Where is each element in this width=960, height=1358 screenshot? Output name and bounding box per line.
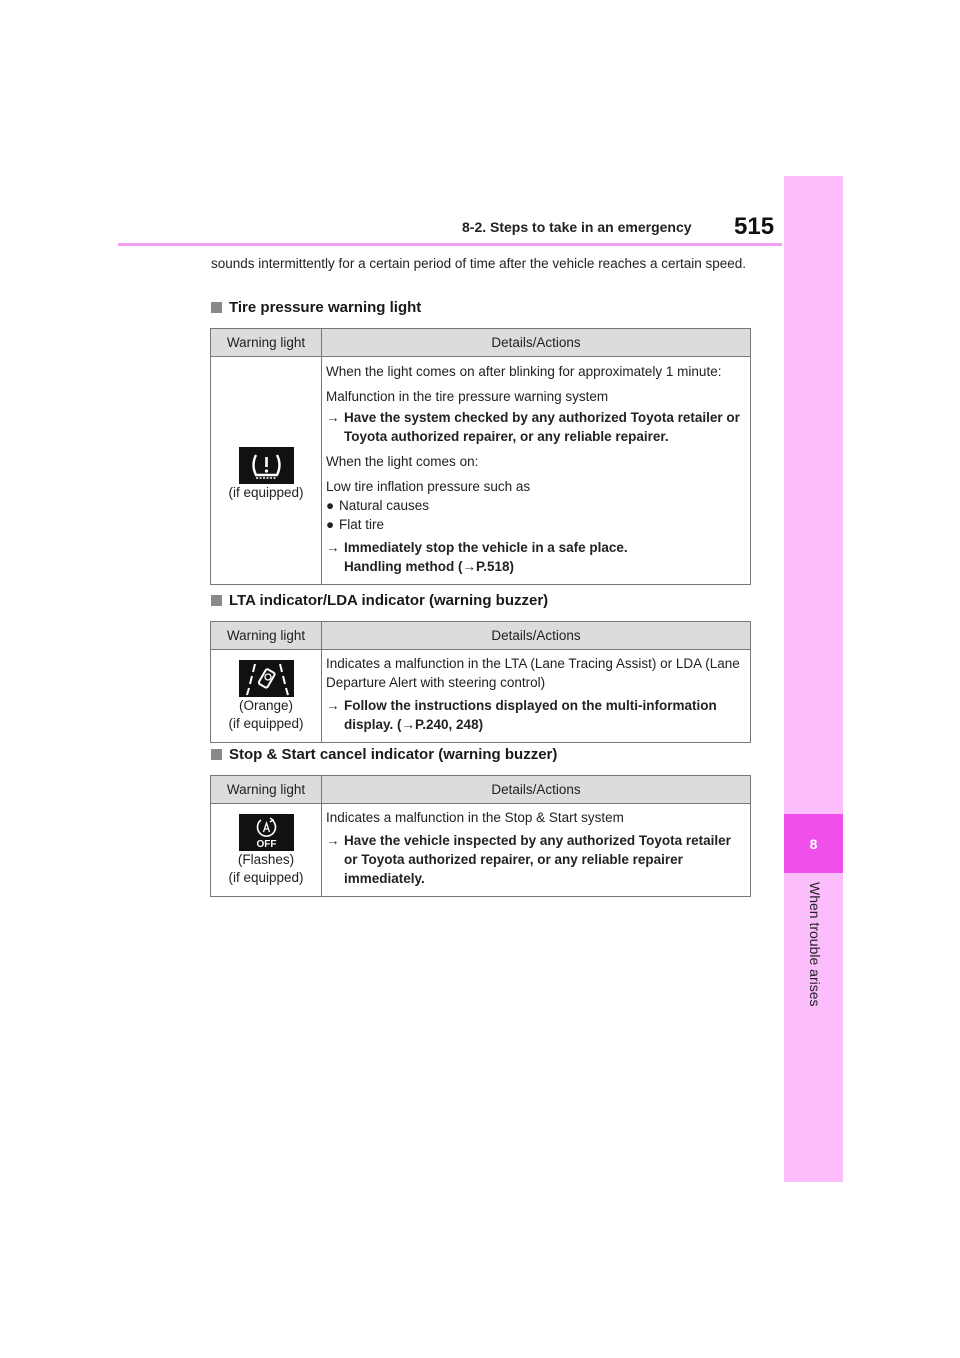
column-header-warning-light: Warning light	[211, 776, 322, 804]
page-number: 515	[734, 213, 775, 240]
heading-square-icon	[211, 302, 222, 313]
arrow-icon: →	[326, 833, 340, 848]
tire-pressure-warning-icon	[239, 447, 294, 484]
section-title: LTA indicator/LDA indicator (warning buzzer)	[229, 592, 549, 609]
bullet-item: ● Natural causes	[326, 497, 430, 513]
light-label: (Orange)	[238, 697, 294, 713]
arrow-icon: →	[326, 698, 340, 713]
light-label: (if equipped)	[228, 869, 304, 885]
action-item: → Have the vehicle inspected by any authorized Toyota retailer or Toyota authorized repairer, or any reliable repairer immediately.	[326, 833, 731, 886]
section-header: 8-2. Steps to take in an emergency	[462, 219, 692, 235]
light-label: (if equipped)	[228, 715, 304, 731]
bullet-item: ● Flat tire	[326, 516, 385, 532]
tire-pressure-table	[210, 328, 751, 585]
lta-lda-table	[210, 621, 751, 743]
details-text: Indicates a malfunction in the LTA (Lane Tracing Assist) or LDA (Lane Departure Alert with steering control)	[326, 656, 740, 690]
details-cell	[322, 804, 751, 897]
bullet-icon: ●	[326, 516, 335, 532]
warning-light-cell	[211, 357, 322, 585]
details-text: When the light comes on after blinking for approximately 1 minute:	[326, 363, 722, 379]
section-heading-stop-start	[211, 746, 557, 763]
details-cell	[322, 650, 751, 743]
details-cell	[322, 357, 751, 585]
svg-text:OFF: OFF	[256, 838, 276, 850]
details-text: When the light comes on:	[326, 453, 479, 469]
stop-start-table	[210, 775, 751, 897]
chapter-label: When trouble arises	[807, 882, 823, 1007]
stop-start-off-icon	[239, 814, 294, 851]
section-title: Stop & Start cancel indicator (warning buzzer)	[229, 746, 558, 763]
column-header-details: Details/Actions	[322, 776, 751, 804]
section-heading-tire-pressure	[211, 299, 421, 316]
header-rule	[118, 243, 782, 246]
action-item: → Immediately stop the vehicle in a safe place. Handling method (→P.518)	[326, 539, 628, 574]
arrow-icon: →	[326, 409, 340, 425]
bullet-icon: ●	[326, 497, 335, 513]
action-item: → Have the system checked by any authorized Toyota retailer or Toyota authorized repairer, or any reliable repairer.	[326, 409, 740, 444]
intro-paragraph: sounds intermittently for a certain period of time after the vehicle reaches a certain speed.	[211, 256, 747, 271]
light-label: (if equipped)	[228, 485, 304, 500]
action-item: → Follow the instructions displayed on the multi-information display. (→P.240, 248)	[326, 698, 717, 732]
details-text: Low tire inflation pressure such as	[326, 478, 531, 494]
arrow-icon: →	[326, 539, 340, 555]
column-header-warning-light: Warning light	[211, 329, 322, 357]
warning-light-cell	[211, 804, 322, 897]
warning-light-cell	[211, 650, 322, 743]
column-header-details: Details/Actions	[322, 622, 751, 650]
heading-square-icon	[211, 749, 222, 760]
details-text: Malfunction in the tire pressure warning system	[326, 388, 609, 404]
section-heading-lta-lda	[211, 592, 548, 609]
column-header-details: Details/Actions	[322, 329, 751, 357]
chapter-number: 8	[784, 814, 843, 873]
column-header-warning-light: Warning light	[211, 622, 322, 650]
section-title: Tire pressure warning light	[229, 299, 422, 316]
light-label: (Flashes)	[237, 851, 295, 867]
chapter-side-tab	[784, 176, 843, 1182]
lane-tracing-assist-icon	[239, 660, 294, 697]
details-text: Indicates a malfunction in the Stop & Start system	[326, 810, 624, 825]
heading-square-icon	[211, 595, 222, 606]
